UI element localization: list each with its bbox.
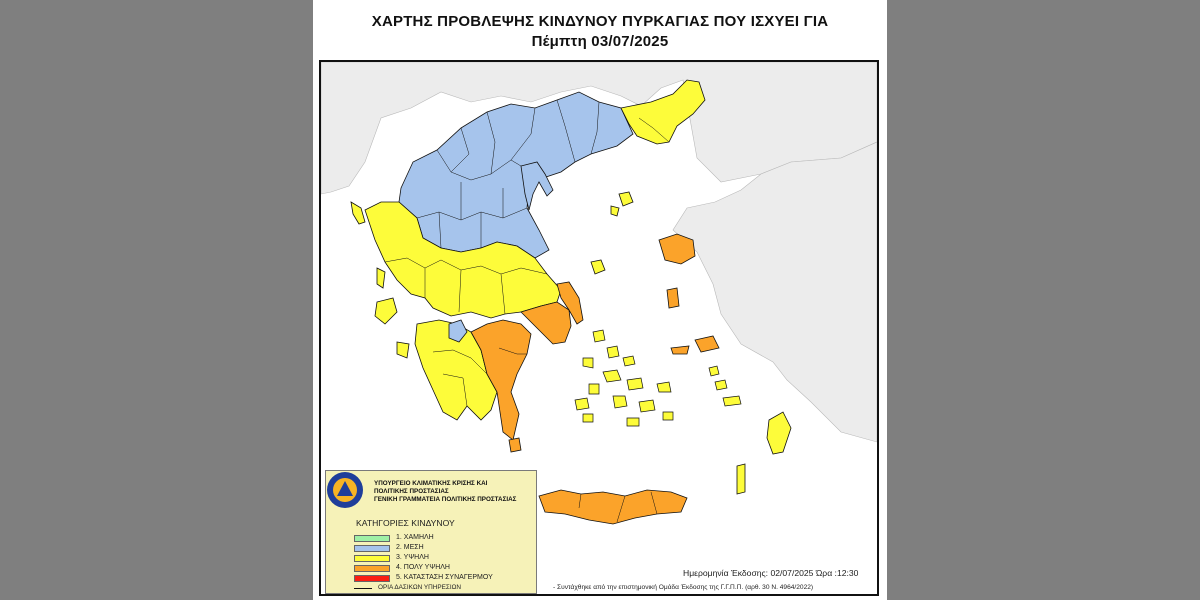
island-karpathos bbox=[737, 464, 745, 494]
legend-item-alarm bbox=[354, 575, 534, 583]
legend-panel bbox=[325, 470, 537, 594]
ministry-line-1: ΥΠΟΥΡΓΕΙΟ ΚΛΙΜΑΤΙΚΗΣ ΚΡΙΣΗΣ ΚΑΙ bbox=[374, 480, 488, 487]
island-lesvos bbox=[659, 234, 695, 264]
authorship-note: - Συντάχθηκε από την επιστημονική Ομάδα Έκδοσης της Γ.Γ.Π.Π. (αρθ. 30 Ν. 4964/2022) bbox=[553, 584, 814, 591]
legend-item-boundaries bbox=[354, 585, 534, 593]
ministry-line-2: ΠΟΛΙΤΙΚΗΣ ΠΡΟΣΤΑΣΙΑΣ bbox=[374, 488, 449, 496]
legend-label-medium: 2. ΜΕΣΗ bbox=[396, 544, 424, 551]
island-leros bbox=[709, 366, 719, 376]
ministry-line-3: ΓΕΝΙΚΗ ΓΡΑΜΜΑΤΕΙΑ ΠΟΛΙΤΙΚΗΣ ΠΡΟΣΤΑΣΙΑΣ bbox=[374, 496, 517, 504]
legend-label-very-high: 4. ΠΟΛΥ ΥΨΗΛΗ bbox=[396, 564, 450, 571]
boundary-line-sample bbox=[354, 588, 372, 589]
forecast-date: Πέμπτη 03/07/2025 bbox=[531, 33, 669, 50]
legend-item-low bbox=[354, 535, 534, 543]
legend-item-medium bbox=[354, 545, 534, 553]
cyclades-islands bbox=[575, 330, 673, 426]
island-thasos bbox=[619, 192, 633, 206]
island-ikaria bbox=[671, 346, 689, 354]
legend-swatch-high bbox=[354, 555, 390, 562]
map-frame bbox=[319, 60, 879, 596]
map-title: ΧΑΡΤΗΣ ΠΡΟΒΛΕΨΗΣ ΚΙΝΔΥΝΟΥ ΠΥΡΚΑΓΙΑΣ ΠΟΥ ΙΣΧΥΕΙ ΓΙΑ bbox=[371, 13, 829, 30]
boundary-label: ΟΡΙΑ ΔΑΣΙΚΩΝ ΥΠΗΡΕΣΙΩΝ bbox=[378, 584, 462, 591]
island-chios bbox=[667, 288, 679, 308]
legend-label-high: 3. ΥΨΗΛΗ bbox=[396, 554, 429, 561]
island-samos bbox=[695, 336, 719, 352]
ministry-name bbox=[374, 480, 536, 505]
legend-label-alarm: 5. ΚΑΤΑΣΤΑΣΗ ΣΥΝΑΓΕΡΜΟΥ bbox=[396, 574, 493, 581]
island-corfu bbox=[351, 202, 365, 224]
legend-swatch-alarm bbox=[354, 575, 390, 582]
island-lemnos bbox=[591, 260, 605, 274]
issue-date: Ημερομηνία Έκδοσης: 02/07/2025 Ώρα :12:30 bbox=[683, 568, 859, 578]
legend-item-high bbox=[354, 555, 534, 563]
risk-categories-title: ΚΑΤΗΓΟΡΙΕΣ ΚΙΝΔΥΝΟΥ bbox=[356, 518, 455, 528]
legend-label-low: 1. ΧΑΜΗΛΗ bbox=[396, 534, 434, 541]
legend-item-very-high bbox=[354, 565, 534, 573]
island-samothraki bbox=[611, 206, 619, 216]
legend-swatch-medium bbox=[354, 545, 390, 552]
map-sheet bbox=[313, 0, 887, 600]
island-zakynthos bbox=[397, 342, 409, 358]
legend-swatch-very-high bbox=[354, 565, 390, 572]
civil-protection-logo-icon bbox=[326, 471, 364, 509]
neighbour-land-turkey bbox=[673, 142, 877, 442]
island-lefkada bbox=[377, 268, 385, 288]
island-kalymnos bbox=[715, 380, 727, 390]
island-kythira bbox=[509, 438, 521, 452]
island-crete bbox=[539, 490, 687, 524]
island-kefalonia bbox=[375, 298, 397, 324]
legend-swatch-low bbox=[354, 535, 390, 542]
island-rhodes bbox=[767, 412, 791, 454]
island-kos bbox=[723, 396, 741, 406]
